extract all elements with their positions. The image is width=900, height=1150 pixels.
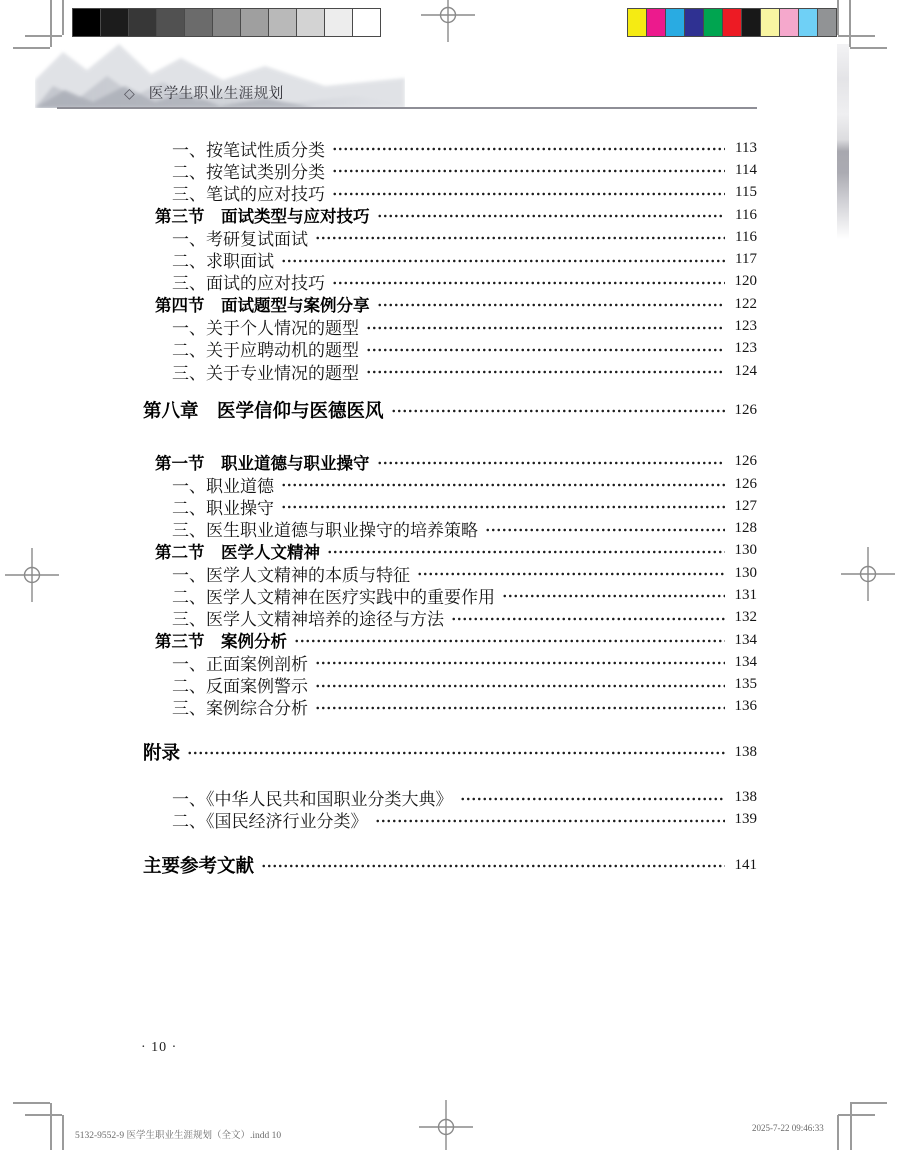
crop-mark [25, 1114, 62, 1116]
toc-entry-title: 一、职业道德 [172, 476, 274, 496]
toc-entry-title: 二、关于应聘动机的题型 [172, 341, 359, 361]
dot-leader [315, 705, 725, 711]
registration-mark [418, 0, 478, 45]
toc-entry-page-number: 127 [734, 497, 757, 514]
toc-entry-title: 第一节 职业道德与职业操守 [155, 454, 370, 473]
toc-entry-page-number: 126 [734, 401, 757, 418]
dot-leader [281, 258, 725, 264]
toc-entry [143, 159, 757, 181]
calibration-swatch [704, 9, 723, 36]
toc-entry-page-number: 126 [734, 453, 757, 470]
toc-entry [143, 809, 757, 831]
toc-entry-title: 主要参考文献 [143, 855, 255, 877]
dot-leader [332, 191, 725, 197]
toc-entry [143, 584, 757, 606]
toc-entry [143, 271, 757, 293]
toc-entry [143, 451, 757, 473]
calibration-swatch [685, 9, 704, 36]
toc-entry [143, 651, 757, 673]
toc-entry-title: 一、关于个人情况的题型 [172, 319, 359, 339]
toc-entry-title: 二、按笔试类别分类 [172, 162, 325, 182]
dot-leader [187, 750, 725, 756]
toc-entry [143, 629, 757, 651]
dot-leader [332, 168, 725, 174]
toc-entry-title: 一、医学人文精神的本质与特征 [172, 565, 410, 585]
toc-entry-title: 一、考研复试面试 [172, 229, 308, 249]
header-rule [57, 107, 757, 109]
toc-entry-page-number: 134 [734, 653, 757, 670]
toc-entry-page-number: 124 [734, 362, 757, 379]
toc-entry-page-number: 120 [734, 273, 757, 290]
toc-entry [143, 607, 757, 629]
dot-leader [366, 325, 725, 331]
running-head-title: 医学生职业生涯规划 [148, 86, 284, 102]
dot-leader [332, 280, 725, 286]
toc-entry [143, 854, 757, 876]
toc-entry-page-number: 123 [734, 340, 757, 357]
crop-mark [62, 1115, 64, 1150]
toc-entry-title: 三、医学人文精神培养的途径与方法 [172, 610, 444, 630]
toc-entry-page-number: 130 [734, 564, 757, 581]
registration-mark [838, 544, 898, 604]
toc-entry-title: 二、医学人文精神在医疗实践中的重要作用 [172, 588, 495, 607]
toc-entry-title: 第三节 案例分析 [155, 633, 287, 652]
toc-entry [143, 786, 757, 808]
toc-entry-title: 三、笔试的应对技巧 [172, 185, 325, 205]
calibration-swatch [666, 9, 685, 36]
toc-entry [143, 399, 757, 421]
toc-entry [143, 338, 757, 360]
crop-mark [50, 1103, 52, 1150]
dot-leader [377, 460, 726, 466]
crop-mark [838, 1114, 875, 1116]
toc-entry [143, 473, 757, 495]
toc-entry-title: 三、面试的应对技巧 [172, 274, 325, 294]
crop-mark [850, 1102, 887, 1104]
calibration-swatch [723, 9, 742, 36]
toc-entry [143, 204, 757, 226]
dot-leader [281, 482, 725, 488]
dot-leader [315, 235, 725, 241]
toc-entry-page-number: 136 [734, 698, 757, 715]
dot-leader [332, 146, 725, 152]
calibration-swatch [628, 9, 647, 36]
dot-leader [391, 408, 725, 414]
toc-entry-page-number: 135 [734, 676, 757, 693]
dot-leader [417, 571, 725, 577]
toc-entry-title: 第三节 面试类型与应对技巧 [155, 208, 370, 227]
toc-entry-title: 二、求职面试 [172, 252, 274, 272]
dot-leader [315, 683, 725, 689]
toc-entry-page-number: 113 [735, 139, 757, 156]
dot-leader [502, 593, 725, 599]
toc-entry-page-number: 122 [734, 295, 757, 312]
toc-entry-title: 二、职业操守 [172, 498, 274, 518]
toc-entry [143, 360, 757, 382]
dot-leader [366, 369, 725, 375]
dot-leader [451, 616, 725, 622]
crop-mark [850, 1103, 852, 1150]
table-of-contents [143, 137, 757, 876]
dot-leader [315, 660, 725, 666]
calibration-swatch [780, 9, 799, 36]
dot-leader [485, 527, 725, 533]
dot-leader [377, 302, 726, 308]
toc-entry [143, 293, 757, 315]
toc-entry [143, 562, 757, 584]
dot-leader [460, 796, 726, 802]
toc-entry-page-number: 139 [734, 811, 757, 828]
crop-mark [838, 35, 875, 37]
toc-entry-title: 三、案例综合分析 [172, 699, 308, 719]
toc-entry [143, 741, 757, 763]
toc-entry [143, 674, 757, 696]
crop-mark [837, 1115, 839, 1150]
toc-entry [143, 315, 757, 337]
toc-entry-page-number: 123 [734, 318, 757, 335]
toc-entry-title: 一、正面案例剖析 [172, 654, 308, 674]
dot-leader [377, 213, 726, 219]
toc-entry-title: 第八章 医学信仰与医德医风 [143, 400, 384, 422]
toc-entry-page-number: 141 [734, 856, 757, 873]
dot-leader [375, 818, 726, 824]
toc-entry-page-number: 131 [734, 586, 757, 603]
toc-entry-title: 二、《国民经济行业分类》 [172, 812, 368, 832]
toc-entry [143, 248, 757, 270]
registration-mark [416, 1097, 476, 1150]
dot-leader [366, 347, 725, 353]
toc-entry [143, 495, 757, 517]
toc-entry-page-number: 134 [734, 631, 757, 648]
dot-leader [327, 549, 725, 555]
dot-leader [281, 504, 725, 510]
dot-leader [261, 863, 725, 869]
page-edge-watermark [837, 44, 849, 239]
toc-entry-page-number: 130 [734, 542, 757, 559]
footer-timestamp: 2025-7-22 09:46:33 [752, 1123, 824, 1133]
toc-entry-page-number: 126 [734, 475, 757, 492]
color-calibration-bar [627, 8, 837, 37]
calibration-swatch [647, 9, 666, 36]
toc-entry [143, 226, 757, 248]
crop-mark [13, 1102, 50, 1104]
crop-mark [837, 0, 839, 35]
toc-entry-page-number: 115 [735, 184, 757, 201]
toc-entry [143, 182, 757, 204]
calibration-swatch [742, 9, 761, 36]
crop-mark [849, 0, 851, 47]
toc-entry-title: 二、反面案例警示 [172, 677, 308, 697]
toc-entry-page-number: 132 [734, 609, 757, 626]
toc-entry-title: 附录 [143, 742, 181, 764]
toc-entry-title: 一、《中华人民共和国职业分类大典》 [172, 790, 453, 810]
toc-entry-title: 第四节 面试题型与案例分享 [155, 297, 370, 316]
crop-mark [850, 47, 887, 49]
toc-entry-title: 三、关于专业情况的题型 [172, 363, 359, 383]
toc-entry-page-number: 117 [735, 251, 757, 268]
toc-entry [143, 696, 757, 718]
toc-entry [143, 137, 757, 159]
toc-entry-page-number: 116 [735, 228, 757, 245]
calibration-swatch [799, 9, 818, 36]
toc-entry-page-number: 138 [734, 743, 757, 760]
page-number: · 10 · [141, 1040, 178, 1055]
toc-entry-page-number: 128 [734, 520, 757, 537]
toc-entry-title: 第二节 医学人文精神 [155, 543, 320, 562]
calibration-swatch [761, 9, 780, 36]
registration-mark [2, 545, 62, 605]
toc-entry-page-number: 138 [734, 789, 757, 806]
toc-entry-page-number: 114 [735, 161, 757, 178]
toc-entry [143, 517, 757, 539]
calibration-swatch [818, 9, 836, 36]
toc-entry-title: 一、按笔试性质分类 [172, 140, 325, 160]
running-head [124, 82, 284, 103]
toc-entry-page-number: 116 [735, 206, 757, 223]
dot-leader [294, 638, 725, 644]
diamond-icon: ◇ [124, 84, 135, 101]
toc-entry [143, 540, 757, 562]
footer-file-info: 5132-9552-9 医学生职业生涯规划（全文）.indd 10 [75, 1131, 282, 1141]
toc-entry-title: 三、医生职业道德与职业操守的培养策略 [172, 521, 478, 541]
